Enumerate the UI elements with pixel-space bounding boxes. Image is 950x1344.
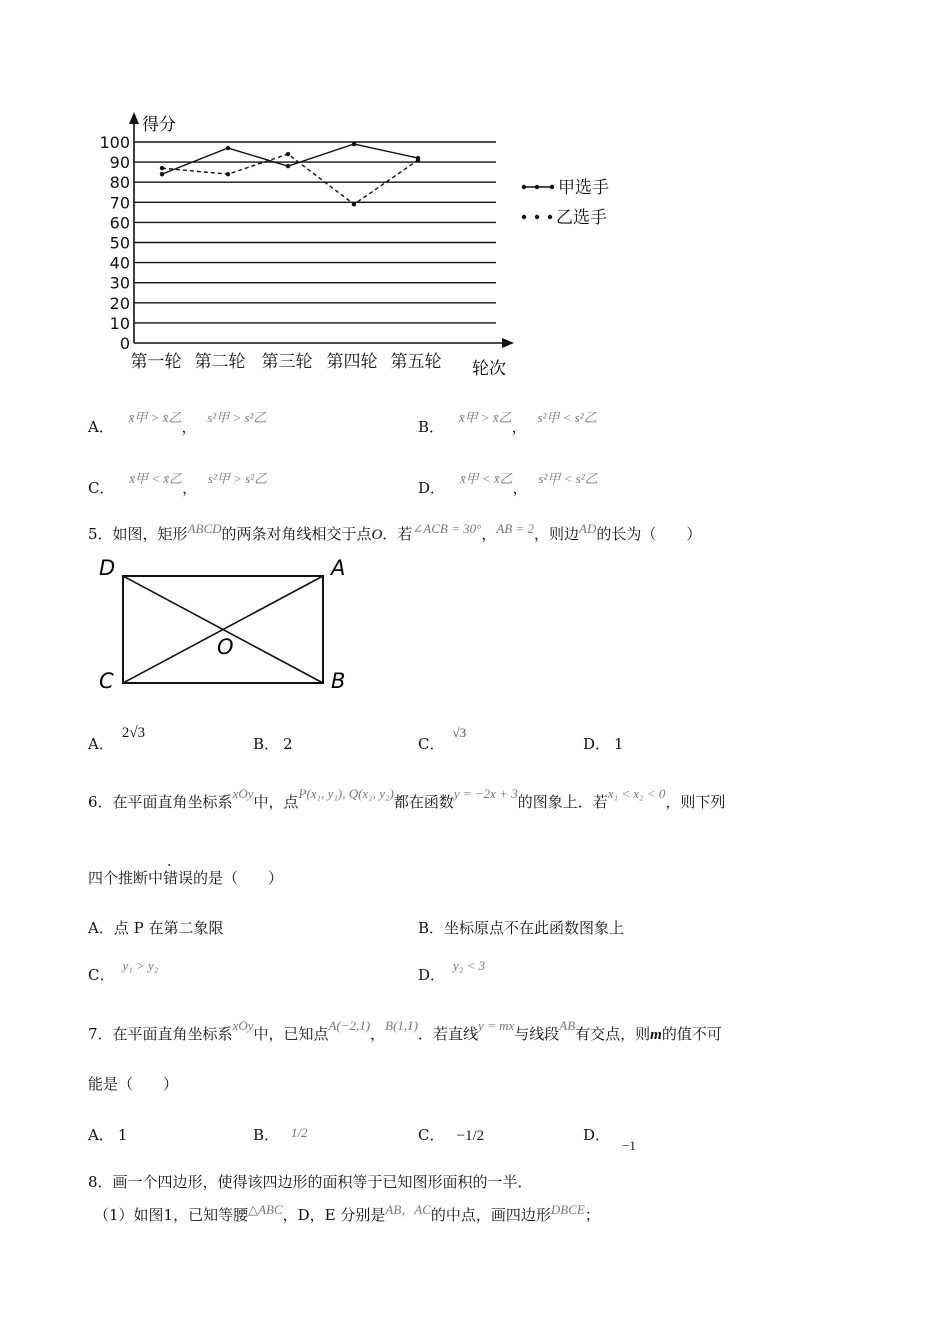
q4-option-c: C． x̄甲 < x̄乙， s²甲 > s²乙: [88, 471, 268, 497]
y-tick-label: 0: [119, 334, 130, 353]
y-tick-label: 90: [109, 153, 130, 173]
legend-label-2: 乙选手: [556, 208, 607, 228]
y-tick-label: 10: [109, 313, 130, 333]
y-tick-label: 100: [99, 133, 130, 152]
y-tick-label: 80: [109, 173, 130, 193]
q5-option-b: B． 2: [253, 735, 293, 753]
x-tick-label: 第二轮: [194, 352, 246, 372]
q4-option-b: B． x̄甲 > x̄乙， s²甲 < s²乙: [418, 410, 597, 436]
y-tick-label: 60: [109, 213, 130, 233]
legend-label-1: 甲选手: [558, 178, 609, 198]
series-line-1: [162, 144, 418, 174]
legend-1-marker: [522, 185, 526, 189]
legend-2-marker: [522, 215, 526, 219]
y-tick-label: 30: [109, 273, 130, 293]
y-tick-label: 50: [109, 233, 130, 253]
y-tick-label: 40: [109, 253, 130, 273]
series-2-point: [352, 202, 356, 206]
q8-sub1: （1）如图1，已知等腰△ABC，D，E 分别是AB，AC的中点，画四边形DBCE；: [94, 1202, 600, 1224]
q7-stem: 7．在平面直角坐标系xOy中，已知点A(−2,1)，B(1,1)．若直线y = mx与线段AB有交点，则m的值不可: [88, 1018, 722, 1043]
q7-option-d: D．−1: [583, 1126, 636, 1153]
series-2-point: [226, 172, 230, 176]
vertex-a-label: A: [331, 556, 346, 580]
series-1-point: [286, 164, 290, 168]
x-tick-label: 第三轮: [261, 352, 313, 372]
score-line-chart: [90, 108, 650, 383]
series-2-point: [286, 152, 290, 156]
series-1-point: [226, 146, 230, 150]
x-tick-label: 第五轮: [390, 352, 442, 372]
y-tick-label: 70: [109, 193, 130, 213]
q7-stem-line2: 能是（ ）: [88, 1075, 179, 1093]
x-tick-label: 第四轮: [326, 352, 378, 372]
q7-option-a: A． 1: [88, 1126, 128, 1144]
q4-option-a: A． x̄甲 > x̄乙， s²甲 > s²乙: [88, 410, 267, 436]
y-tick-label: 20: [109, 293, 130, 313]
x-axis-label: 轮次: [472, 359, 506, 379]
q7-option-c: C． −1/2: [418, 1126, 485, 1144]
q5-stem: 5．如图，矩形ABCD的两条对角线相交于点O．若∠ACB = 30°，AB = 2，则边AD的长为（ ）: [88, 521, 702, 543]
series-2-point: [160, 166, 164, 170]
legend-1-marker: [550, 185, 554, 189]
vertex-b-label: B: [331, 669, 346, 693]
rectangle-figure: [95, 555, 365, 695]
q6-option-c: C．y₁ > y₂: [88, 958, 159, 984]
series-1-point: [352, 142, 356, 146]
q5-option-d: D． 1: [583, 735, 624, 753]
y-axis-label: 得分: [142, 115, 176, 135]
series-1-point: [160, 172, 164, 176]
q6-stem: 6．在平面直角坐标系xOy中，点P(x₁, y₁), Q(x₂, y₂)都在函数y = −2x + 3的图象上．若x₁ < x₂ < 0，则下列: [88, 786, 726, 811]
q7-option-b: B． 1/2: [253, 1125, 308, 1144]
vertex-c-label: C: [99, 669, 114, 693]
q6-stem-line2: 四个推断中错误的是（ ）: [88, 869, 284, 887]
q6-option-a: A．点 P 在第二象限: [88, 919, 224, 937]
q4-option-d: D． x̄甲 < x̄乙， s²甲 < s²乙: [418, 471, 598, 497]
legend-2-marker: [548, 215, 552, 219]
legend-1-marker: [535, 185, 539, 189]
x-axis-arrow: [502, 338, 514, 348]
q6-option-d: D．y₂ < 3: [418, 958, 486, 984]
vertex-d-label: D: [99, 556, 116, 580]
legend-2-marker: [535, 215, 539, 219]
q5-option-c: C．√3: [418, 725, 467, 753]
q6-option-b: B．坐标原点不在此函数图象上: [418, 919, 625, 937]
y-axis-arrow: [129, 112, 139, 124]
q8-stem: 8．画一个四边形，使得该四边形的面积等于已知图形面积的一半．: [88, 1173, 533, 1191]
center-o-label: O: [217, 635, 234, 659]
x-tick-label: 第一轮: [130, 352, 182, 372]
series-2-point: [416, 158, 420, 162]
q5-option-a: A．2√3: [88, 725, 146, 753]
emphasis-mark: 错误: [163, 869, 194, 887]
